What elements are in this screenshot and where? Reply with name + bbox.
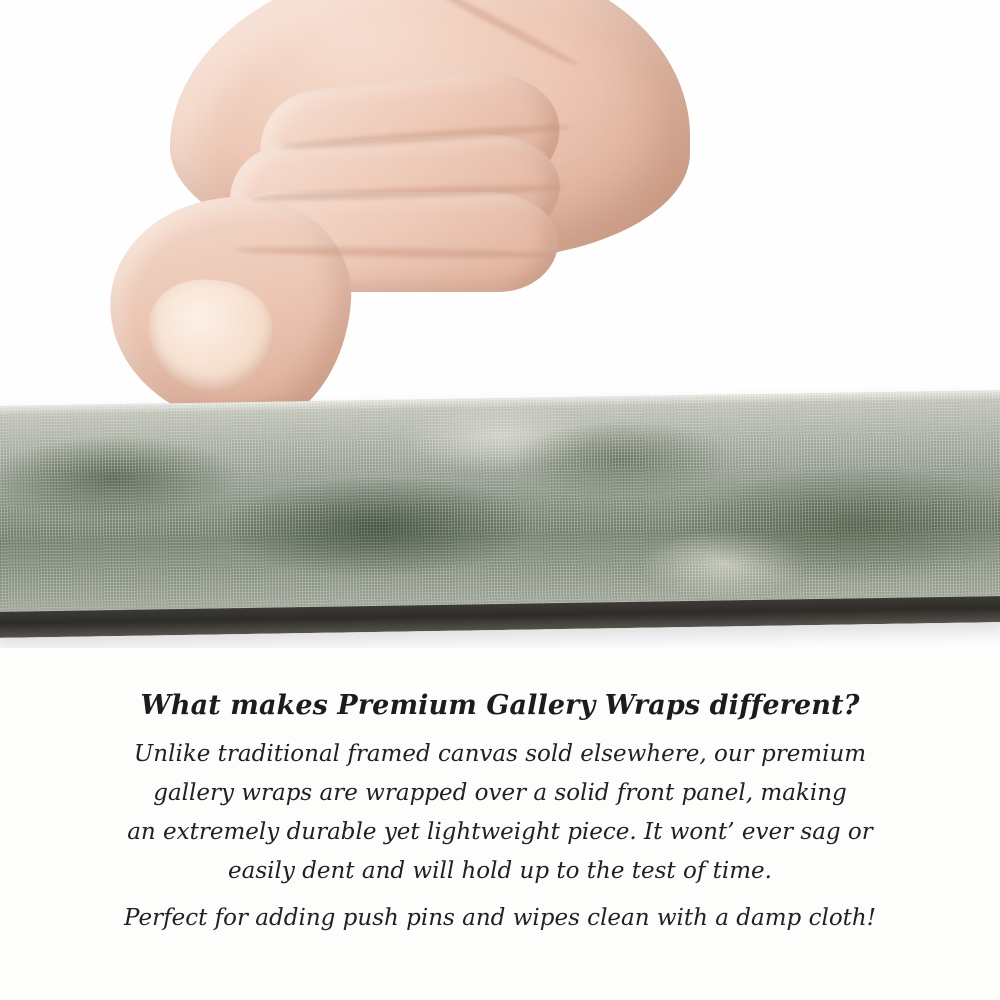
caption-body [0, 735, 1000, 938]
caption-line-1: Unlike traditional framed canvas sold elsewhere, our premium [133, 741, 867, 767]
caption-line-4: easily dent and will hold up to the test of time. [228, 858, 772, 884]
caption-line-3: an extremely durable yet lightweight piece. It wont’ ever sag or [127, 819, 873, 845]
caption-line-2: gallery wraps are wrapped over a solid front panel, making [153, 780, 847, 806]
canvas-speckle-detail [0, 390, 1000, 618]
caption-last-line: Perfect for adding push pins and wipes clean with a damp cloth! [124, 905, 876, 931]
premium-gallery-wrap-edge [0, 390, 1000, 638]
caption-heading: What makes Premium Gallery Wraps different? [140, 690, 860, 721]
human-hand-fist [110, 0, 710, 430]
caption-block [0, 690, 1000, 938]
